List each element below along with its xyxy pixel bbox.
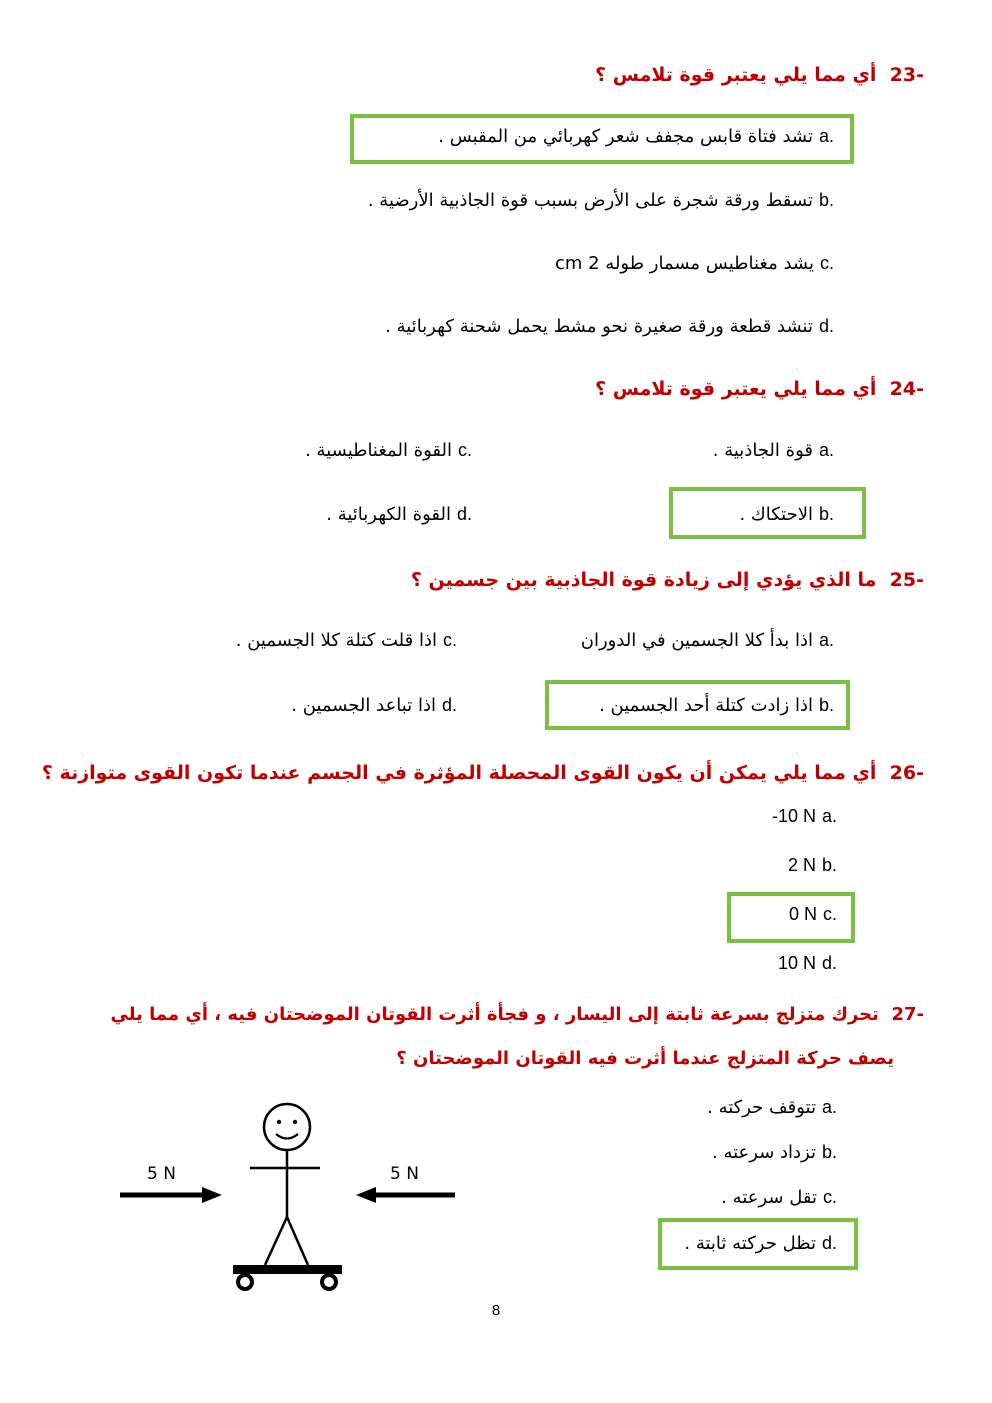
q24-option-b[interactable]: b.الاحتكاك .	[739, 504, 834, 525]
right-force-label: 5 N	[390, 1164, 419, 1184]
skater-figure	[110, 1095, 470, 1305]
question-26-number: 26-	[889, 762, 924, 784]
left-force-arrow-head	[202, 1187, 222, 1203]
question-24-title	[595, 378, 924, 400]
question-27-number: 27-	[891, 1004, 924, 1025]
skateboard-wheel-left	[238, 1275, 252, 1289]
right-force-arrow-head	[356, 1187, 376, 1203]
question-25-number: 25-	[889, 569, 924, 591]
q25-option-c[interactable]: c.اذا قلت كتلة كلا الجسمين .	[235, 630, 457, 651]
question-24-text: أي مما يلي يعتبر قوة تلامس ؟	[595, 378, 877, 400]
q24-option-d[interactable]: d.القوة الكهربائية .	[326, 504, 472, 525]
q26-option-b[interactable]: b.2 N	[787, 855, 837, 875]
q23-option-a[interactable]: a.تشد فتاة قابس مجفف شعر كهربائي من المقبس .	[438, 126, 834, 147]
q26-option-a[interactable]: a.-10 N	[771, 806, 837, 826]
skateboard-deck	[233, 1265, 342, 1274]
question-23-text: أي مما يلي يعتبر قوة تلامس ؟	[595, 64, 877, 86]
q24-option-c[interactable]: c.القوة المغناطيسية .	[305, 440, 472, 461]
q23-option-b[interactable]: b.تسقط ورقة شجرة على الأرض بسبب قوة الجاذبية الأرضية .	[367, 190, 834, 211]
q26-option-d[interactable]: d.10 N	[777, 953, 837, 973]
question-27-text-line1: تحرك متزلج بسرعة ثابتة إلى اليسار ، و فجأة أثرت القوتان الموضحتان فيه ، أي مما يلي	[110, 1004, 879, 1025]
skater-leg-left	[265, 1217, 287, 1265]
skater-eye-right	[293, 1120, 297, 1124]
q26-option-c[interactable]: c.0 N	[788, 904, 837, 924]
question-24-number: 24-	[889, 378, 924, 400]
skater-head	[264, 1104, 310, 1150]
q25-option-b[interactable]: b.اذا زادت كتلة أحد الجسمين .	[599, 695, 834, 716]
q27-option-c[interactable]: c.تقل سرعته .	[721, 1187, 837, 1208]
q25-option-a[interactable]: a.اذا بدأ كلا الجسمين في الدوران	[580, 630, 834, 651]
question-23-title	[595, 64, 924, 86]
question-26-title	[42, 762, 924, 784]
q24-option-a[interactable]: a.قوة الجاذبية .	[712, 440, 834, 461]
question-27-title	[111, 1004, 924, 1025]
question-25-text: ما الذي يؤدي إلى زيادة قوة الجاذبية بين جسمين ؟	[410, 569, 877, 591]
page-number: 8	[491, 1302, 501, 1319]
left-force-label: 5 N	[147, 1164, 176, 1184]
skater-eye-left	[277, 1120, 281, 1124]
q25-option-d[interactable]: d.اذا تباعد الجسمين .	[291, 695, 457, 716]
question-25-title	[411, 569, 924, 591]
skateboard-wheel-right	[322, 1275, 336, 1289]
skater-leg-right	[287, 1217, 308, 1265]
question-26-text: أي مما يلي يمكن أن يكون القوى المحصلة المؤثرة في الجسم عندما تكون القوى متوازنة ؟	[41, 762, 877, 784]
q27-option-b[interactable]: b.تزداد سرعته .	[712, 1142, 837, 1163]
question-23-number: 23-	[889, 64, 924, 86]
skater-smile	[276, 1134, 298, 1139]
q23-option-c[interactable]: c.يشد مغناطيس مسمار طوله 2 cm	[554, 253, 834, 274]
q27-option-d[interactable]: d.تظل حركته ثابتة .	[684, 1233, 837, 1254]
q23-option-d[interactable]: d.تنشد قطعة ورقة صغيرة نحو مشط يحمل شحنة كهربائية .	[385, 316, 834, 337]
question-27-text-line2: يصف حركة المتزلج عندما أثرت فيه القوتان الموضحتان ؟	[396, 1048, 894, 1069]
q27-option-a[interactable]: a.تتوقف حركته .	[707, 1097, 837, 1118]
